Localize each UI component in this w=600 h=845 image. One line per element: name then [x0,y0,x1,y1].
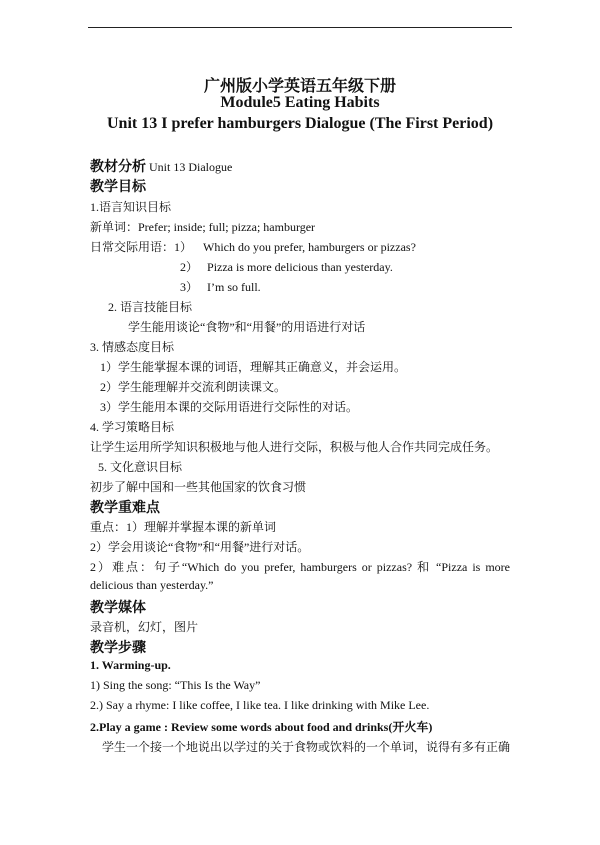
key-points-heading: 教学重难点 [90,501,160,516]
lang-knowledge-heading: 1.语言知识目标 [90,200,172,214]
attitude-heading: 3. 情感态度目标 [90,340,175,354]
unit-title: Unit 13 I prefer hamburgers Dialogue (The First Period) [106,115,494,132]
game-text: 学生一个接一个地说出以学过的关于食物或饮料的一个单词，说得有多有正确 [102,740,511,754]
objectives-heading: 教学目标 [90,180,146,195]
skill-heading: 2. 语言技能目标 [108,300,193,314]
media-heading: 教学媒体 [90,601,146,616]
say-rhyme: 2.) Say a rhyme: I like coffee, I like tea. I like drinking with Mike Lee. [90,698,430,712]
module-title: Module5 Eating Habits [220,94,380,111]
key-point-3a: 2）难点：句子“Which do you prefer, hamburgers or pizzas? 和 “Pizza is more [90,560,510,574]
doc-title-chinese: 广州版小学英语五年级下册 [203,78,396,95]
header-rule [88,27,512,28]
skill-text: 学生能用谈论“食物”和“用餐”的用语进行对话 [128,320,366,334]
media-text: 录音机，幻灯，图片 [90,620,199,634]
game-heading: 2.Play a game : Review some words about food and drinks(开火车) [90,720,433,734]
key-point-2: 2）学会用谈论“食物”和“用餐”进行对话。 [90,540,310,554]
key-point-1: 重点：1）理解并掌握本课的新单词 [90,520,277,534]
strategy-heading: 4. 学习策略目标 [90,420,175,434]
key-point-3b: delicious than yesterday.” [90,578,214,592]
daily-expression-2 [180,258,393,275]
new-words: 新单词：Prefer; inside; full; pizza; hamburger [90,220,316,234]
culture-heading: 5. 文化意识目标 [98,460,183,474]
steps-heading: 教学步骤 [90,641,146,656]
culture-text: 初步了解中国和一些其他国家的饮食习惯 [90,480,307,494]
attitude-1: 1）学生能掌握本课的词语，理解其正确意义，并会运用。 [100,360,407,374]
attitude-2: 2）学生能理解并交流利朗读课文。 [100,380,287,394]
daily-expression-1 [90,238,416,255]
sing-song: 1) Sing the song: “This Is the Way” [90,678,261,692]
analysis-text: Unit 13 Dialogue [149,160,233,174]
daily-2-text: Pizza is more delicious than yesterday. [207,260,393,274]
analysis-heading: 教材分析 [90,160,146,175]
daily-1-text: Which do you prefer, hamburgers or pizzas? [203,240,416,254]
daily-label: 日常交际用语：1） [90,240,193,254]
attitude-3: 3）学生能用本课的交际用语进行交际性的对话。 [100,400,359,414]
daily-2-num: 2） [180,260,199,274]
daily-expression-3 [180,278,261,295]
daily-3-text: I’m so full. [207,280,261,294]
analysis-line [90,156,232,176]
daily-3-num: 3） [180,280,199,294]
warmup-heading: 1. Warming-up. [90,658,171,672]
strategy-text: 让学生运用所学知识积极地与他人进行交际，积极与他人合作共同完成任务。 [90,440,499,454]
